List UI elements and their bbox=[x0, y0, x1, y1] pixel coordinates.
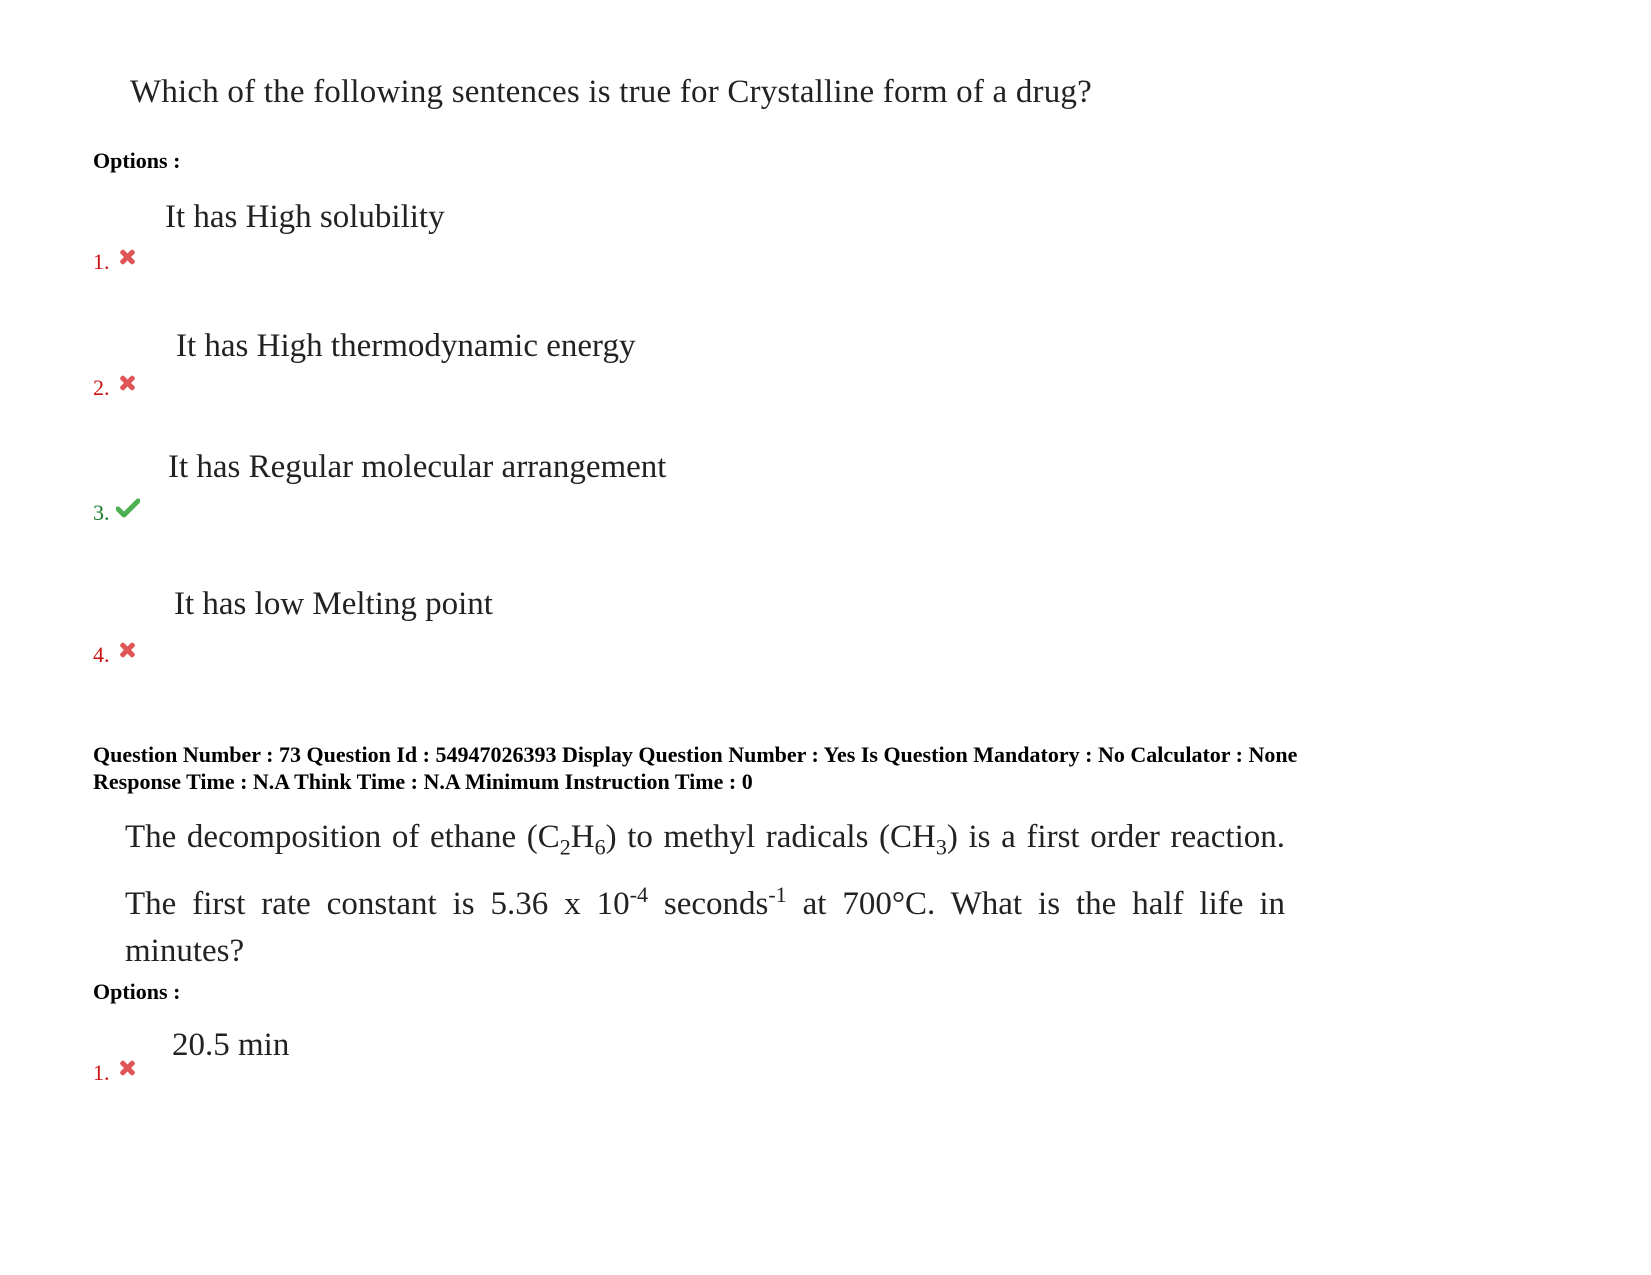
cross-icon bbox=[118, 374, 136, 392]
q2-option-1-text: 20.5 min bbox=[172, 1027, 290, 1063]
q1-option-4-number: 4. bbox=[93, 642, 110, 667]
question-2-text: The decomposition of ethane $(C_2H_6)$ to methyl radicals $(CH_3)$ is a first order reaction. The first rate constant is 5.36 x $10^{-4}$ seconds$^{-1}$ at 700°C. What is the half life in minutes? bbox=[125, 819, 1285, 969]
cross-icon bbox=[118, 641, 136, 659]
cross-icon bbox=[118, 1059, 136, 1077]
q1-option-3-text: It has Regular molecular arrangement bbox=[168, 449, 667, 485]
check-icon bbox=[116, 498, 140, 518]
question-meta-line-2: Response Time : N.A Think Time : N.A Minimum Instruction Time : 0 bbox=[93, 769, 753, 794]
q1-option-3-number: 3. bbox=[93, 500, 110, 525]
q1-option-4-text: It has low Melting point bbox=[174, 586, 493, 622]
q1-option-2-number: 2. bbox=[93, 375, 110, 400]
q1-option-1-text: It has High solubility bbox=[165, 199, 445, 235]
question-meta-line-1: Question Number : 73 Question Id : 54947026393 Display Question Number : Yes Is Question Mandatory : No Calculator : None bbox=[93, 742, 1298, 767]
cross-icon bbox=[118, 248, 136, 266]
question-1-text: Which of the following sentences is true for Crystalline form of a drug? bbox=[130, 74, 1092, 110]
options-label-q2: Options : bbox=[93, 979, 181, 1004]
q2-option-1-number: 1. bbox=[93, 1060, 110, 1085]
q1-option-1-number: 1. bbox=[93, 249, 110, 274]
q1-option-2-text: It has High thermodynamic energy bbox=[176, 328, 636, 364]
options-label-q1: Options : bbox=[93, 148, 181, 173]
